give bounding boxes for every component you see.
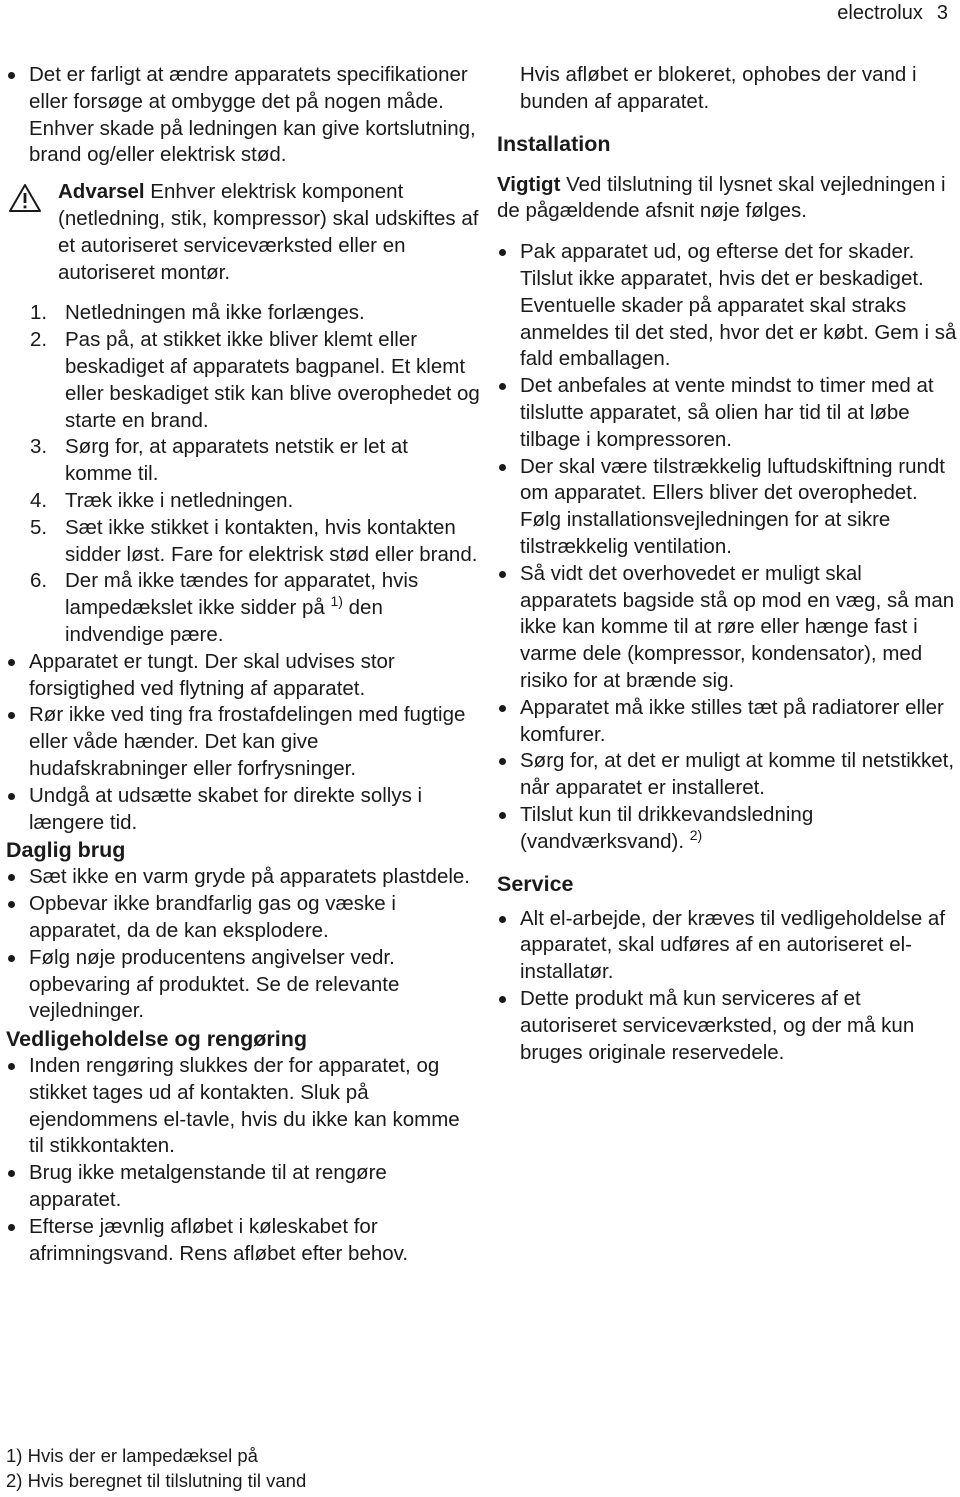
- item-text: Pas på, at stikket ikke bliver klemt eller beskadiget af apparatets bagpanel. Et klemt eller beskadiget stik kan blive overophedet og starte en brand.: [65, 328, 480, 432]
- list-item: Sæt ikke en varm gryde på apparatets plastdele.: [6, 864, 480, 891]
- list-item: Der skal være tilstrækkelig luftudskiftning rundt om apparatet. Ellers bliver det overophedet. Følg installationsvejledningen for at sikre tilstrækkelig ventilation.: [497, 454, 960, 561]
- continuation-text: Hvis afløbet er blokeret, ophobes der vand i bunden af apparatet.: [520, 63, 917, 113]
- item-number: 3.: [30, 435, 48, 459]
- numbered-item: [6, 300, 480, 327]
- page-header: [837, 1, 948, 25]
- list-item: Alt el-arbejde, der kræves til vedligeholdelse af apparatet, skal udføres af en autoriseret el-installatør.: [497, 906, 960, 986]
- list-item: Dette produkt må kun serviceres af et autoriseret serviceværksted, og der må kun bruges originale reservedele.: [497, 986, 960, 1066]
- list-item: Så vidt det overhovedet er muligt skal apparatets bagside stå op mod en væg, så man ikke kan komme til at røre eller hænge fast i varme dele (kompressor, kondensator), med risiko for at brænde sig.: [497, 561, 960, 695]
- item-text: Netledningen må ikke forlænges.: [65, 301, 365, 325]
- important-note: [497, 172, 960, 226]
- important-text: Ved tilslutning til lysnet skal vejledningen i de pågældende afsnit nøje følges.: [497, 172, 946, 223]
- footnotes: [6, 1443, 506, 1493]
- list-item: Det er farligt at ændre apparatets specifikationer eller forsøge at ombygge det på nogen måde. Enhver skade på ledningen kan give kortslutning, brand og/eller elektrisk stød.: [6, 62, 480, 169]
- page-number: 3: [936, 2, 948, 24]
- list-item: Det anbefales at vente mindst to timer med at tilslutte apparatet, så olien har tid til at løbe tilbage i kompressoren.: [497, 373, 960, 453]
- important-title: Vigtigt: [497, 172, 561, 196]
- footnote-ref: 1): [330, 593, 343, 610]
- warning-text: Enhver elektrisk komponent (netledning, stik, kompressor) skal udskiftes af et autoriseret serviceværksted eller en autoriseret montør.: [58, 180, 479, 284]
- footnote-ref: 2): [689, 826, 703, 843]
- installation-heading: Installation: [497, 131, 611, 156]
- daily-use-list: [6, 864, 480, 1025]
- list-item: Opbevar ikke brandfarlig gas og væske i apparatet, da de kan eksplodere.: [6, 891, 480, 945]
- service-heading: Service: [497, 871, 574, 896]
- intro-list: [6, 62, 480, 169]
- list-item: Apparatet må ikke stilles tæt på radiatorer eller komfurer.: [497, 695, 960, 749]
- brand-name: electrolux: [837, 2, 923, 24]
- list-item: Apparatet er tungt. Der skal udvises stor forsigtighed ved flytning af apparatet.: [6, 649, 480, 703]
- item-number: 2.: [30, 328, 48, 352]
- list-item: Sørg for, at det er muligt at komme til netstikket, når apparatet er installeret.: [497, 748, 960, 802]
- list-item: Pak apparatet ud, og efterse det for skader. Tilslut ikke apparatet, hvis det er beskadiget. Eventuelle skader på apparatet skal straks anmeldes til det sted, hvor det er købt. Gem i så fald emballagen.: [497, 239, 960, 373]
- list-item: Følg nøje producentens angivelser vedr. opbevaring af produktet. Se de relevante vejledninger.: [6, 945, 480, 1025]
- right-column: [497, 62, 960, 1066]
- item-text: Træk ikke i netledningen.: [65, 488, 294, 512]
- footnote: 1) Hvis der er lampedæksel på: [6, 1445, 258, 1466]
- list-item: Efterse jævnlig afløbet i køleskabet for afrimningsvand. Rens afløbet efter behov.: [6, 1214, 480, 1268]
- warning-block: [6, 179, 480, 286]
- numbered-list: [6, 300, 480, 648]
- item-number: 4.: [30, 488, 48, 512]
- footnote: 2) Hvis beregnet til tilslutning til vand: [6, 1470, 307, 1491]
- numbered-item: [6, 515, 480, 569]
- list-item: Undgå at udsætte skabet for direkte sollys i længere tid.: [6, 783, 480, 837]
- left-column: [6, 62, 480, 1267]
- list-item: Inden rengøring slukkes der for apparatet, og stikket tages ud af kontakten. Sluk på ejendommens el-tavle, hvis du ikke kan komme til stikkontakten.: [6, 1053, 480, 1160]
- item-text: Der må ikke tændes for apparatet, hvis lampedækslet ikke sidder på: [65, 569, 419, 620]
- list-item: Brug ikke metalgenstande til at rengøre apparatet.: [6, 1160, 480, 1214]
- warning-title: Advarsel: [58, 180, 145, 204]
- item-text: Tilslut kun til drikkevandsledning (vandværksvand).: [520, 802, 814, 853]
- item-number: 1.: [30, 301, 48, 325]
- item-text: Sæt ikke stikket i kontakten, hvis kontakten sidder løst. Fare for elektrisk stød eller brand.: [65, 515, 478, 566]
- item-text: Sørg for, at apparatets netstik er let at komme til.: [65, 435, 408, 486]
- item-number: 6.: [30, 569, 48, 593]
- list-item: Rør ikke ved ting fra frostafdelingen med fugtige eller våde hænder. Det kan give hudafskrabninger eller forfrysninger.: [6, 702, 480, 782]
- maintenance-list: [6, 1053, 480, 1267]
- item-number: 5.: [30, 515, 48, 539]
- numbered-item: [6, 327, 480, 434]
- numbered-item: [6, 434, 480, 488]
- maintenance-heading: Vedligeholdelse og rengøring: [6, 1027, 308, 1052]
- numbered-item: [6, 568, 480, 648]
- list-item: [497, 802, 960, 856]
- service-list: [497, 906, 960, 1067]
- daily-use-heading: Daglig brug: [6, 838, 126, 863]
- item-text: den indvendige pære.: [65, 596, 383, 646]
- safety-list: [6, 649, 480, 837]
- warning-triangle-icon: [8, 183, 42, 213]
- installation-list: [497, 239, 960, 855]
- numbered-item: [6, 488, 480, 515]
